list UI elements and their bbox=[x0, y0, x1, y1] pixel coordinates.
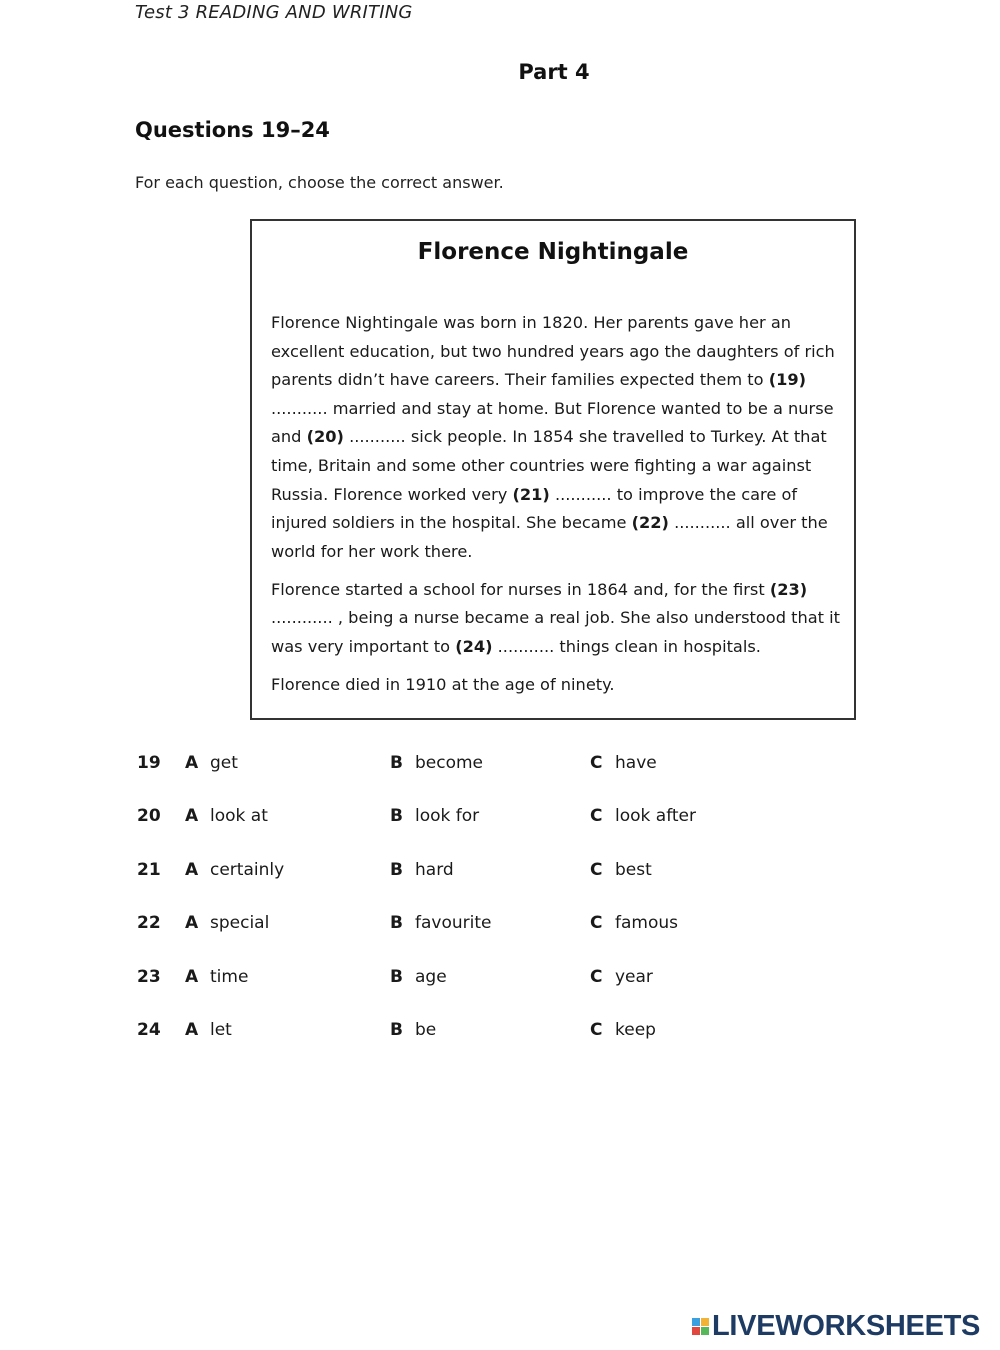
instruction-text: For each question, choose the correct answer. bbox=[135, 173, 504, 192]
option-a[interactable]: get bbox=[210, 753, 238, 773]
question-number: 24 bbox=[137, 1020, 161, 1040]
option-letter-c: C bbox=[590, 860, 603, 880]
reading-title: Florence Nightingale bbox=[417, 239, 689, 265]
option-a[interactable]: let bbox=[210, 1020, 232, 1040]
reading-text-box bbox=[250, 219, 856, 720]
gap-19-label: (19) bbox=[768, 370, 807, 390]
question-number: 20 bbox=[137, 806, 161, 826]
option-letter-a: A bbox=[185, 967, 199, 987]
logo-square bbox=[701, 1327, 709, 1335]
option-letter-a: A bbox=[185, 913, 199, 933]
option-letter-b: B bbox=[390, 913, 403, 933]
option-c[interactable]: famous bbox=[615, 913, 678, 933]
option-letter-a: A bbox=[185, 806, 199, 826]
gap-20-label: (20) bbox=[306, 427, 344, 447]
option-letter-b: B bbox=[390, 860, 403, 880]
passage-text: ........... things clean in hospitals. bbox=[492, 637, 761, 657]
passage-paragraph-2 bbox=[271, 576, 841, 662]
question-row-22 bbox=[0, 913, 1000, 943]
questions-title: Questions 19–24 bbox=[135, 118, 330, 142]
passage-text: Florence Nightingale was born in 1820. Her parents gave her an excellent education, but two hundred years ago the daughters of rich parents didn’t have careers. Their families expected them to bbox=[271, 313, 835, 390]
option-b[interactable]: favourite bbox=[415, 913, 492, 933]
gap-21-label: (21) bbox=[512, 484, 550, 504]
option-letter-b: B bbox=[390, 967, 403, 987]
question-row-24 bbox=[0, 1020, 1000, 1050]
option-letter-c: C bbox=[590, 1020, 603, 1040]
option-c[interactable]: look after bbox=[615, 806, 696, 826]
question-number: 19 bbox=[137, 753, 161, 773]
option-letter-a: A bbox=[185, 1020, 199, 1040]
option-letter-c: C bbox=[590, 806, 603, 826]
passage-text: ........... to improve the care of injured soldiers in the hospital. She became bbox=[271, 484, 798, 533]
logo-square bbox=[692, 1327, 700, 1335]
liveworksheets-logo-icon bbox=[692, 1318, 709, 1335]
option-letter-b: B bbox=[390, 806, 403, 826]
option-letter-b: B bbox=[390, 1020, 403, 1040]
gap-22-label: (22) bbox=[631, 513, 669, 533]
question-row-20 bbox=[0, 806, 1000, 836]
option-letter-b: B bbox=[390, 753, 403, 773]
option-a[interactable]: certainly bbox=[210, 860, 285, 880]
logo-square bbox=[692, 1318, 700, 1326]
liveworksheets-watermark bbox=[692, 1309, 980, 1343]
question-number: 23 bbox=[137, 967, 161, 987]
option-c[interactable]: year bbox=[615, 967, 653, 987]
option-c[interactable]: have bbox=[615, 753, 657, 773]
option-b[interactable]: be bbox=[415, 1020, 437, 1040]
option-c[interactable]: best bbox=[615, 860, 652, 880]
gap-23-label: (23) bbox=[769, 579, 808, 599]
question-row-19 bbox=[0, 753, 1000, 783]
option-letter-a: A bbox=[185, 753, 199, 773]
option-b[interactable]: hard bbox=[415, 860, 454, 880]
question-row-21 bbox=[0, 860, 1000, 890]
passage-text: ........... all over the world for her work there. bbox=[271, 513, 828, 561]
question-number: 22 bbox=[137, 913, 161, 933]
option-letter-c: C bbox=[590, 913, 603, 933]
option-a[interactable]: special bbox=[210, 913, 270, 933]
passage-text: ........... sick people. In 1854 she travelled to Turkey. At that time, Britain and some other countries were fighting a war against Russia. Florence worked very bbox=[271, 427, 827, 504]
option-letter-a: A bbox=[185, 860, 199, 880]
option-b[interactable]: look for bbox=[415, 806, 480, 826]
reading-passage bbox=[271, 309, 841, 709]
option-c[interactable]: keep bbox=[615, 1020, 656, 1040]
option-a[interactable]: time bbox=[210, 967, 249, 987]
passage-text: ........... married and stay at home. But Florence wanted to be a nurse and bbox=[271, 398, 834, 447]
option-b[interactable]: become bbox=[415, 753, 484, 773]
option-letter-c: C bbox=[590, 967, 603, 987]
passage-paragraph-1 bbox=[271, 309, 841, 566]
option-letter-c: C bbox=[590, 753, 603, 773]
logo-square bbox=[701, 1318, 709, 1326]
part-title: Part 4 bbox=[518, 60, 590, 84]
passage-paragraph-3: Florence died in 1910 at the age of ninety. bbox=[271, 675, 615, 695]
option-a[interactable]: look at bbox=[210, 806, 268, 826]
watermark-text: LIVEWORKSHEETS bbox=[712, 1309, 981, 1342]
option-b[interactable]: age bbox=[415, 967, 447, 987]
passage-text: Florence started a school for nurses in 1864 and, for the first bbox=[271, 579, 770, 599]
question-row-23 bbox=[0, 967, 1000, 997]
test-header: Test 3 READING AND WRITING bbox=[135, 2, 413, 23]
gap-24-label: (24) bbox=[455, 637, 493, 657]
passage-text: ............ , being a nurse became a real job. She also understood that it was very important to bbox=[271, 608, 840, 657]
question-number: 21 bbox=[137, 860, 161, 880]
